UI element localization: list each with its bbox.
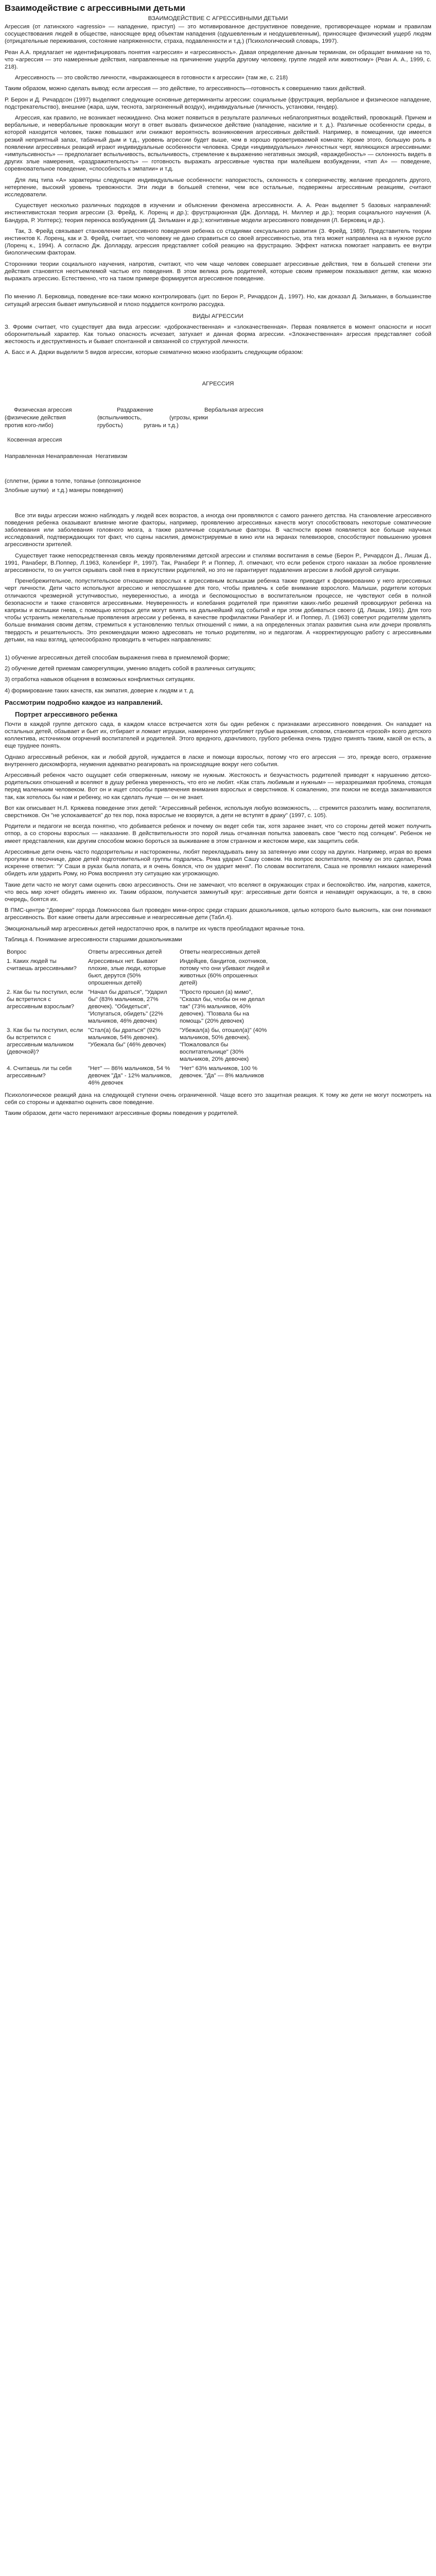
table-cell: Вопрос [7,949,27,956]
schema-title: АГРЕССИЯ [202,380,234,387]
paragraph: Агрессивные дети очень часто подозрительны и настороженны, любят перекладывать вину за затеянную ими ссору на других. Например, играя во время прогулки в песочнице, двое детей подготовительной группы подрались. Рома ударил Сашу совком. На вопрос воспитателя, почему он это сделал, Рома искренне ответил: "У Саши в руках была лопата, и я очень боялся, что он ударит меня". По словам воспитателя, Саша не проявлял никаких намерений обидеть или ударить Рому, но Рома воспринял эту ситуацию как угрожающую. [5,849,431,877]
list-item: 1) обучение агрессивных детей способам выражения гнева в приемлемой форме; [5,654,230,661]
schema-block [5,406,431,430]
paragraph: Эмоциональный мир агрессивных детей недостаточно ярок, в палитре их чувств преобладают мрачные тона. [5,925,305,932]
table-row [5,1026,272,1064]
paragraph: Вот как описывает Н.Л. Кряжева поведение этих детей: "Агрессивный ребенок, используя любую возможность, ... стремится разозлить маму, воспитателя, сверстников. Он "не успокаивается" до тех пор, пока взрослые не взорвутся, а дети не вступят в драку" (1997, с. 105). [5,805,431,819]
paragraph: Р. Берон и Д. Ричардсон (1997) выделяют следующие основные детерминанты агрессии: социальные (фрустрация, вербальное и физическое нападение, подстрекательство), внешние (жара, шум, теснота, загрязненный воздух), индивидуальные (личность, установки, гендер). [5,96,431,110]
table-cell: "Нет" — 86% мальчиков, 54 % девочек "Да" - 12% мальчиков, 46% девочек [88,1065,172,1087]
table-cell: 3. Как бы ты поступил, если бы встретился с агрессивным мальчиком (девочкой)? [7,1027,83,1056]
paragraph: В ПМС-центре "Доверие" города Ломоносова был проведен мини-опрос среди старших дошкольников, целью которого было выяснить, как они понимают агрессивность. Вот какие ответы дали агрессивные и неагрессивные дети (Табл.4). [5,907,431,921]
schema-label: Косвенная агрессия [7,436,62,443]
table-cell: "Убежал(а) бы, отошел(а)" (40% мальчиков, 50% девочек). "Пожаловался бы воспитательнице" (30% мальчиков, 20% девочек) [180,1027,267,1063]
article-subtitle: ВЗАИМОДЕЙСТВИЕ С АГРЕССИВНЫМИ ДЕТЬМИ [148,15,288,22]
paragraph: Агрессия (от латинского «agressio» — нападение, приступ) — это мотивированное деструктивное поведение, противоречащее нормам и правилам сосуществования людей в обществе, наносящее вред объектам нападения (одушевленным и неодушевленным), приносящее физический ущерб людям (отрицательные переживания, состояние напряженности, страха, подавленности и т.д.) (Психологический словарь, 1997). [5,24,431,45]
table-header-row [5,947,272,957]
list-item: 2) обучение детей приемам саморегуляции, умению владеть собой в различных ситуациях; [5,666,256,672]
schema-label: грубость) [97,422,123,429]
paragraph: Таким образом, дети часто перенимают агрессивные формы поведения у родителей. [5,1110,239,1117]
paragraph: Однако агрессивный ребенок, как и любой другой, нуждается в ласке и помощи взрослых, потому что его агрессия — это, прежде всего, отражение внутреннего дискомфорта, неумения адекватно реагировать на происходящие вокруг него события. [5,754,431,768]
paragraph: Существует несколько различных подходов в изучении и объяснении феномена агрессивности. А. А. Реан выделяет 5 базовых направлений: инстинктивистская теория агрессии (З. Фрейд, К. Лоренц и др.); фрустрационная (Дж. Доллард, Н. Миллер и др.); теория социального научения (А. Бандура, Р. Уолтерс); теория переноса возбуждения (Д. Зильманн и др.); когнитивные модели агрессивного поведения (Л. Берковиц и др.). [5,202,431,224]
table-cell: Агрессивных нет. Бывают плохие, злые люди, которые бьют, дерутся (50% опрошенных детей) [88,958,166,987]
page-title: Взаимодействие с агрессивными детьми [5,3,185,13]
paragraph: Почти в каждой группе детского сада, в каждом классе встречается хотя бы один ребенок с признаками агрессивного поведения. Он нападает на остальных детей, обзывает и бьет их, отбирает и ломает игрушки, намеренно употребляет грубые выражения, словом, становится «грозой» всего детского коллектива, источником огорчений воспитателей и родителей. Этого вредного, драчливого, грубого ребенка очень трудно принять таким, какой он есть, а еще труднее понять. [5,721,431,750]
schema-label: Вербальная агрессия [204,406,264,413]
table-cell: Индейцев, бандитов, охотников, потому что они убивают людей и животных (60% опрошенных детей) [180,958,270,987]
paragraph: А. Басс и А. Дарки выделили 5 видов агрессии, которые схематично можно изобразить следующим образом: [5,349,303,356]
paragraph: Реан А.А. предлагает не идентифицировать понятия «агрессия» и «агрессивность». Давая определение данным терминам, он обращает внимание на то, что «агрессия — это намеренные действия, направленные на причинение ущерба другому человеку, группе людей или животному» (Реан А. А., 1999, с. 218). [5,49,431,71]
paragraph: Родители и педагоги не всегда понятно, что добивается ребенок и почему он ведет себя так, хотя заранее знает, что со стороны детей может получить отпор, а со стороны взрослых — наказание. В действительности это порой лишь отчаянная попытка завоевать свое "место под солнцем". Ребенок не имеет представления, как другим способом можно бороться за выживание в этом странном и жестоком мире, как защитить себя. [5,823,431,844]
schema-label: Направленная Ненаправленная Негативизм [5,453,128,460]
paragraph: Так, З. Фрейд связывает становление агрессивного поведения ребенка со стадиями сексуального развития (З. Фрейд, 1989). Представитель теории инстинктов К. Лоренц, как и З. Фрейд, считает, что человеку не дано справиться со своей агрессивностью, эта тяга может направлена на в нужное русло (Лоренц к., 1994). А согласно Дж. Долларду, агрессия представляет собой реакцию на фрустрацию. Эффект натиска помогает направить ее внутри биологическим факторам. [5,228,431,257]
page [0,0,436,1117]
table-row [5,988,272,1026]
paragraph: Существует также непосредственная связь между проявлениями детской агрессии и стилями воспитания в семье (Берон Р., Ричардсон Д., Лишак Д., 1991, Ранаберг, В.Поппер, Л.1963, Коленберг Р., 1997). Так, Ранаберг Р. и Поппер, Л. отмечают, что если ребенок строго наказан за любое проявление агрессивности, то он учится скрывать свой гнев в присутствии родителей, но это не гарантирует подавления агрессии в любой другой ситуации. [5,552,431,573]
paragraph: Психологическое реакций дана на следующей ступени очень ограниченной. Чаще всего это защитная реакция. К тому же дети не могут посмотреть на себя со стороны и адекватно оценить свое поведение. [5,1092,431,1106]
table-row [5,1064,272,1088]
schema-label: (вспыльчивость, [97,414,142,421]
table-cell: 2. Как бы ты поступил, если бы встретился с агрессивным взрослым? [7,989,83,1010]
paragraph: Агрессивность — это свойство личности, «выражающееся в готовности к агрессии» (там же, с. 218) [15,75,288,81]
table-cell: Ответы агрессивных детей [88,949,162,956]
schema-label: (физические действия [5,414,66,421]
paragraph: Все эти виды агрессии можно наблюдать у людей всех возрастов, а иногда они проявляются с самого раннего детства. На становление агрессивного поведения ребенка оказывают влияние многие факторы, например, проявлению агрессивных качеств могут способствовать некоторые соматические заболевания или заболевания головного мозга, а также различные социальные факторы. В частности время появляется все больше научных исследований, подтверждающих тот факт, что сцены насилия, демонстрируемые в кино или на экранах телевизоров, способствуют повышению уровня агрессивности зрителей. [5,512,431,548]
paragraph: З. Фромм считает, что существует два вида агрессии: «доброкачественная» и «злокачественная». Первая появляется в момент опасности и носит оборонительный характер. Как только опасность исчезает, затухает и данная форма агрессии. «Злокачественная» агрессия представляет собой жестокость и деструктивность и бывает спонтанной и связанной со структурой личности. [5,324,431,345]
table-cell: "Начал бы драться", "Ударил бы" (83% мальчиков, 27% девочек). "Обидеться", "Испугаться, обидеть" (22% мальчиков, 46% девочек) [88,989,167,1025]
table-cell: Ответы неагрессивных детей [180,949,260,956]
list-item: 4) формирование таких качеств, как эмпатия, доверие к людям и т. д. [5,687,195,694]
schema-label: (сплетни, (крики в толпе, топанье (оппозиционное [5,478,141,484]
schema-label: Злобные шутки) и т.д.) манеры поведения) [5,487,124,494]
paragraph: Сторонники теории социального научения, напротив, считают, что чем чаще человек совершает агрессивные действия, тем в большей степени эти действия становятся неотъемлемой частью его поведения. В этом велика роль родителей, которые своим примером показывают детям, как можно выражать агрессию. Естественно, что на таком примере формируется агрессивное поведение. [5,261,431,282]
section-heading: Портрет агрессивного ребенка [15,710,117,718]
paragraph: Агрессия, как правило, не возникает неожиданно. Она может появиться в результате различных неблагоприятных воздействий, провокаций. Причем и вербальные, и невербальные провокации могут в ответ вызвать физическое действие (нападение, насилие и т. д.). Различные особенности среды, в которой находится человек, также повышают или снижают вероятность возникновения агрессивных действий. Например, в помещении, где имеется резкий неприятный запах, табачный дым и т.д., уровень агрессии будет выше, чем в хорошо проветриваемой комнате. Кроме этого, большую роль в появлении агрессивных реакций играют индивидуальные особенности человека. Среди «индивидуальных» личностных черт, являющихся агрессивными: «импульсивность» — предполагает вспыльчивость, вспыльчивость, стремление к выражению негативных эмоций, «враждебность» — склонность видеть в других злые намерения, «раздражительность» — готовность выражать агрессивные чувства при малейшем возбуждении, «тип А» — поведение, соревновательное поведение, «способность к эмпатии» и т.д. [5,115,431,173]
schema-label: против кого-либо) [5,422,54,429]
paragraph: Агрессивный ребенок часто ощущает себя отверженным, никому не нужным. Жестокость и безучастность родителей приводят к нарушению детско-родительских отношений и вселяют в душу ребенка уверенность, что его не любят. «Как стать любимым и нужным» — неразрешимая проблема, стоящая перед маленьким человеком. Вот он и ищет способы привлечения внимания взрослых и сверстников. К сожалению, эти поиски не всегда заканчиваются так, как хотелось бы нам и ребенку, но как сделать лучше — он не знает. [5,772,431,801]
section-heading-types: ВИДЫ АГРЕССИИ [193,313,243,319]
table-row [5,957,272,988]
schema-label: Раздражение [117,406,153,413]
table-cell: "Стал(а) бы драться" (92% мальчиков, 54% девочек). "Убежала бы" (46% девочек) [88,1027,166,1048]
schema-label: ругань и т.д.) [144,422,179,429]
table-cell: "Просто прошел (а) мимо", "Сказал бы, чтобы он не делал так" (73% мальчиков, 40% девочек). "Позвала бы на помощь" (20% девочек) [180,989,265,1025]
schema-label: (угрозы, крики [169,414,208,421]
paragraph: Пренебрежительное, попустительское отношение взрослых к агрессивным вспышкам ребенка также приводит к формированию у него агрессивных черт личности. Дети часто используют агрессию и непослушание для того, чтобы привлечь к себе внимание взрослого. Малыши, родители которых отличаются чрезмерной уступчивостью, неуверенностью, а иногда и беспомощностью в воспитательном процессе, не чувствуют себя в полной безопасности и также становятся агрессивными. Неуверенность и колебания родителей при принятии каких-либо решений провоцируют ребенка на капризы и вспышки гнева, с помощью которых дети могут влиять на дальнейший ход событий и при этом добиваться своего (Д. Лишак, 1991). Для того чтобы устранить нежелательные проявления агрессии у ребенка, в качестве профилактики Ранаберг И. и Поппер, Л. (1963) советуют родителям уделять больше внимания своим детям, стремиться к установлению теплых отношений с ними, а на определенных этапах развития сына или дочери проявлять твердость и решительность. Это рекомендации можно адресовать не только родителям, но и педагогам. А «корректирующую работу с агрессивными детьми, на наш взгляд, целесообразно проводить в четырех направлениях: [5,578,431,643]
paragraph: Таким образом, можно сделать вывод: если агрессия — это действие, то агрессивность—готовность к совершению таких действий. [5,86,366,92]
table-caption: Таблица 4. Понимание агрессивности старшими дошкольниками [5,936,182,943]
survey-table [5,947,272,1088]
paragraph: Для лиц типа «А» характерны следующие индивидуальные особенности: напористость, склонность к соперничеству, желание преодолеть другого, нетерпение, высокий уровень тревожности. Эти люди в большей степени, чем все остальные, подвержены агрессивным реакциям, считают исследователи. [5,177,431,198]
list-item: 3) отработка навыков общения в возможных конфликтных ситуациях. [5,676,196,683]
schema-label: Физическая агрессия [14,406,72,413]
table-cell: 4. Считаешь ли ты себя агрессивным? [7,1065,72,1079]
paragraph: Такие дети часто не могут сами оценить свою агрессивность. Они не замечают, что вселяют в окружающих страх и беспокойство. Им, напротив, кажется, что весь мир хочет обидеть именно их. Таким образом, получается замкнутый круг: агрессивные дети боятся и ненавидят окружающих, а те, в свою очередь, боятся их. [5,882,431,903]
section-heading: Рассмотрим подробно каждое из направлений. [5,698,163,706]
paragraph: По мнению Л. Берковица, поведение все-таки можно контролировать (цит. по Берон Р., Ричардсон Д., 1997). Но, как доказал Д. Зильманн, в большинстве ситуаций агрессия бывает импульсивной и плохо поддается контролю рассудка. [5,294,431,308]
table-cell: "Нет" 63% мальчиков, 100 % девочек. "Да" — 8% мальчиков [180,1065,264,1079]
table-cell: 1. Каких людей ты считаешь агрессивными? [7,958,77,972]
